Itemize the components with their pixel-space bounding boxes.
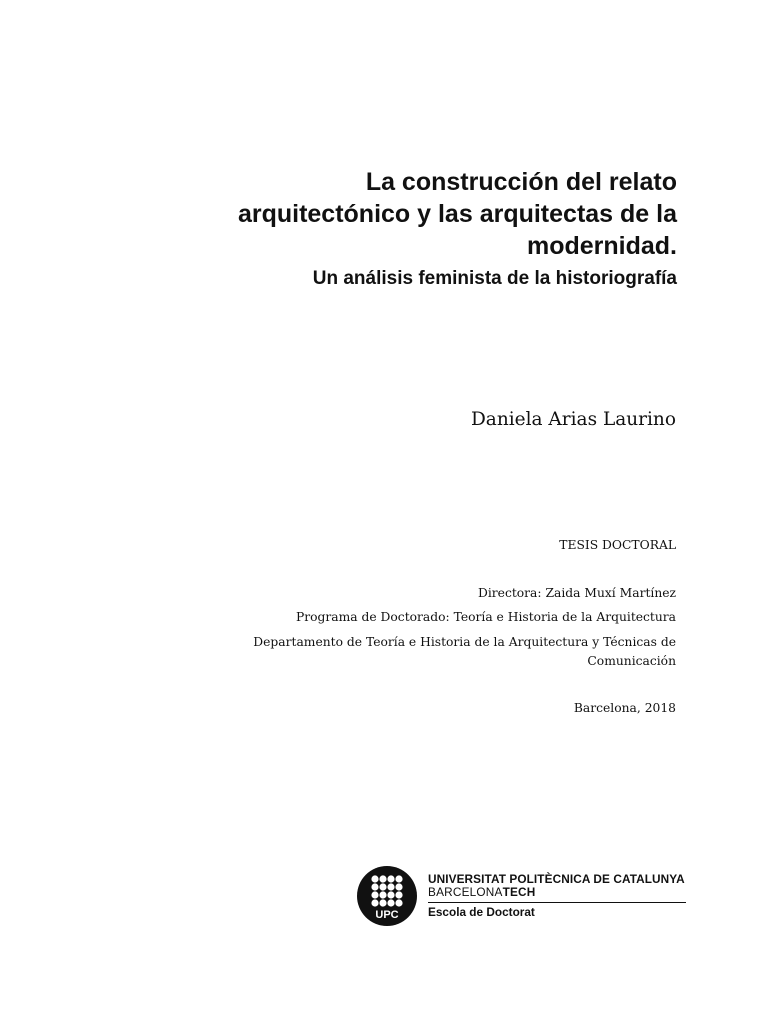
doctoral-program — [156, 608, 676, 627]
thesis-title-line-1: La construcción del relato — [365, 168, 677, 196]
campus-name — [428, 886, 685, 899]
document-type-label: TESIS DOCTORAL — [559, 538, 676, 552]
thesis-title-line-3: modernidad. — [526, 232, 677, 260]
campus-name-part-1: BARCELONA — [428, 885, 503, 899]
upc-emblem-graphic — [357, 866, 417, 926]
upc-emblem-text: UPC — [375, 909, 399, 921]
place-date — [156, 699, 676, 718]
director — [156, 584, 676, 603]
place-date-label: Barcelona, 2018 — [573, 701, 676, 715]
department-line-1: Departamento de Teoría e Historia de la Arquitectura y Técnicas de — [253, 635, 676, 649]
director-label: Directora: Zaida Muxí Martínez — [478, 586, 676, 600]
thesis-subtitle: Un análisis feminista de la historiografía — [312, 268, 677, 289]
thesis-title-line-2: arquitectónico y las arquitectas de la — [237, 200, 677, 228]
logo-divider — [428, 902, 686, 903]
upc-logotype — [428, 873, 685, 899]
department-line-2: Comunicación — [587, 654, 676, 668]
upc-emblem-icon — [357, 866, 417, 926]
department — [156, 633, 676, 671]
campus-name-part-2: TECH — [502, 885, 536, 899]
author-name: Daniela Arias Laurino — [470, 409, 676, 430]
doctoral-program-label: Programa de Doctorado: Teoría e Historia de la Arquitectura — [295, 610, 676, 624]
thesis-title-block — [120, 166, 677, 291]
upc-logo — [357, 866, 687, 928]
school-name: Escola de Doctorat — [428, 905, 535, 919]
university-name: UNIVERSITAT POLITÈCNICA DE CATALUNYA — [428, 872, 685, 886]
document-type — [156, 536, 676, 555]
